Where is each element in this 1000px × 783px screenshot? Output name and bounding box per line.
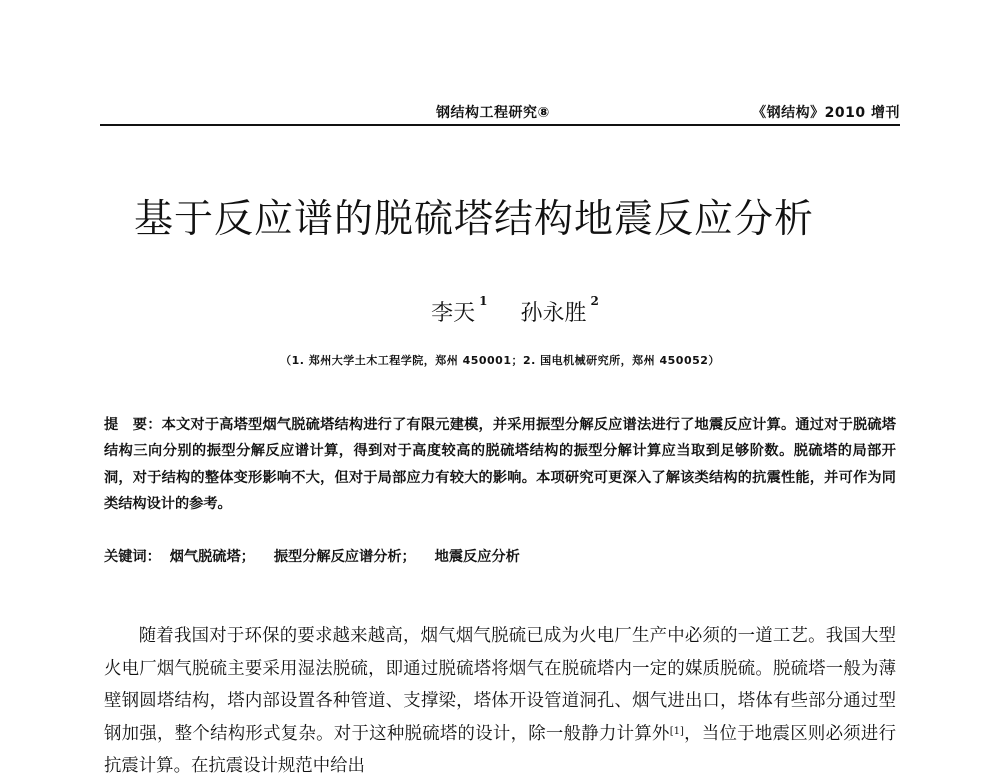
body-text-start: 随着我国对于环保的要求越来越高，烟气烟气脱硫已成为火电厂生产中必须的一道工艺。我国大型火电厂烟气脱硫主要采用湿法脱硫，即通过脱硫塔将烟气在脱硫塔内一定的媒质脱硫。脱硫塔一般为薄壁钢圆塔结构，塔内部设置各种管道、支撑梁，塔体开设管道洞孔、烟气进出口，塔体有些部分通过型钢加强，整个结构形式复杂。对于这种脱硫塔的设计，除一般静力计算外 [104, 626, 896, 744]
citation-ref: [1] [669, 725, 684, 737]
author-name: 李天 [431, 301, 476, 326]
running-header [100, 96, 900, 126]
keywords-label: 关键词： [104, 549, 161, 565]
author-affiliation-mark: 2 [590, 294, 599, 308]
abstract-label: 提 要： [104, 417, 162, 433]
series-label: 钢结构工程研究⑧ [436, 105, 550, 121]
abstract [104, 412, 896, 517]
paper-title: 基于反应谱的脱硫塔结构地震反应分析 [134, 197, 815, 242]
keyword: 地震反应分析 [434, 549, 520, 565]
body-paragraph [104, 620, 896, 783]
body-text-end: ，当位于地震区则必须进行抗震计算。在抗震设计规范中给出 [104, 723, 896, 777]
author [521, 296, 599, 327]
keyword: 振型分解反应谱分析； [273, 549, 416, 565]
affiliations: （1. 郑州大学土木工程学院，郑州 450001；2. 国电机械研究所，郑州 450052） [280, 354, 720, 367]
author-list [100, 296, 900, 327]
author [431, 296, 487, 327]
journal-label: 《钢结构》2010 增刊 [752, 105, 900, 121]
author-name: 孙永胜 [520, 301, 587, 326]
author-affiliation-mark: 1 [479, 294, 488, 308]
abstract-text: 本文对于高塔型烟气脱硫塔结构进行了有限元建模，并采用振型分解反应谱法进行了地震反应计算。通过对于脱硫塔结构三向分别的振型分解反应谱计算，得到对于高度较高的脱硫塔结构的振型分解计算应当取到足够阶数。脱硫塔的局部开洞，对于结构的整体变形影响不大，但对于局部应力有较大的影响。本项研究可更深入了解该类结构的抗震性能，并可作为同类结构设计的参考。 [104, 417, 896, 512]
keyword: 烟气脱硫塔； [169, 549, 255, 565]
keywords [104, 544, 896, 570]
